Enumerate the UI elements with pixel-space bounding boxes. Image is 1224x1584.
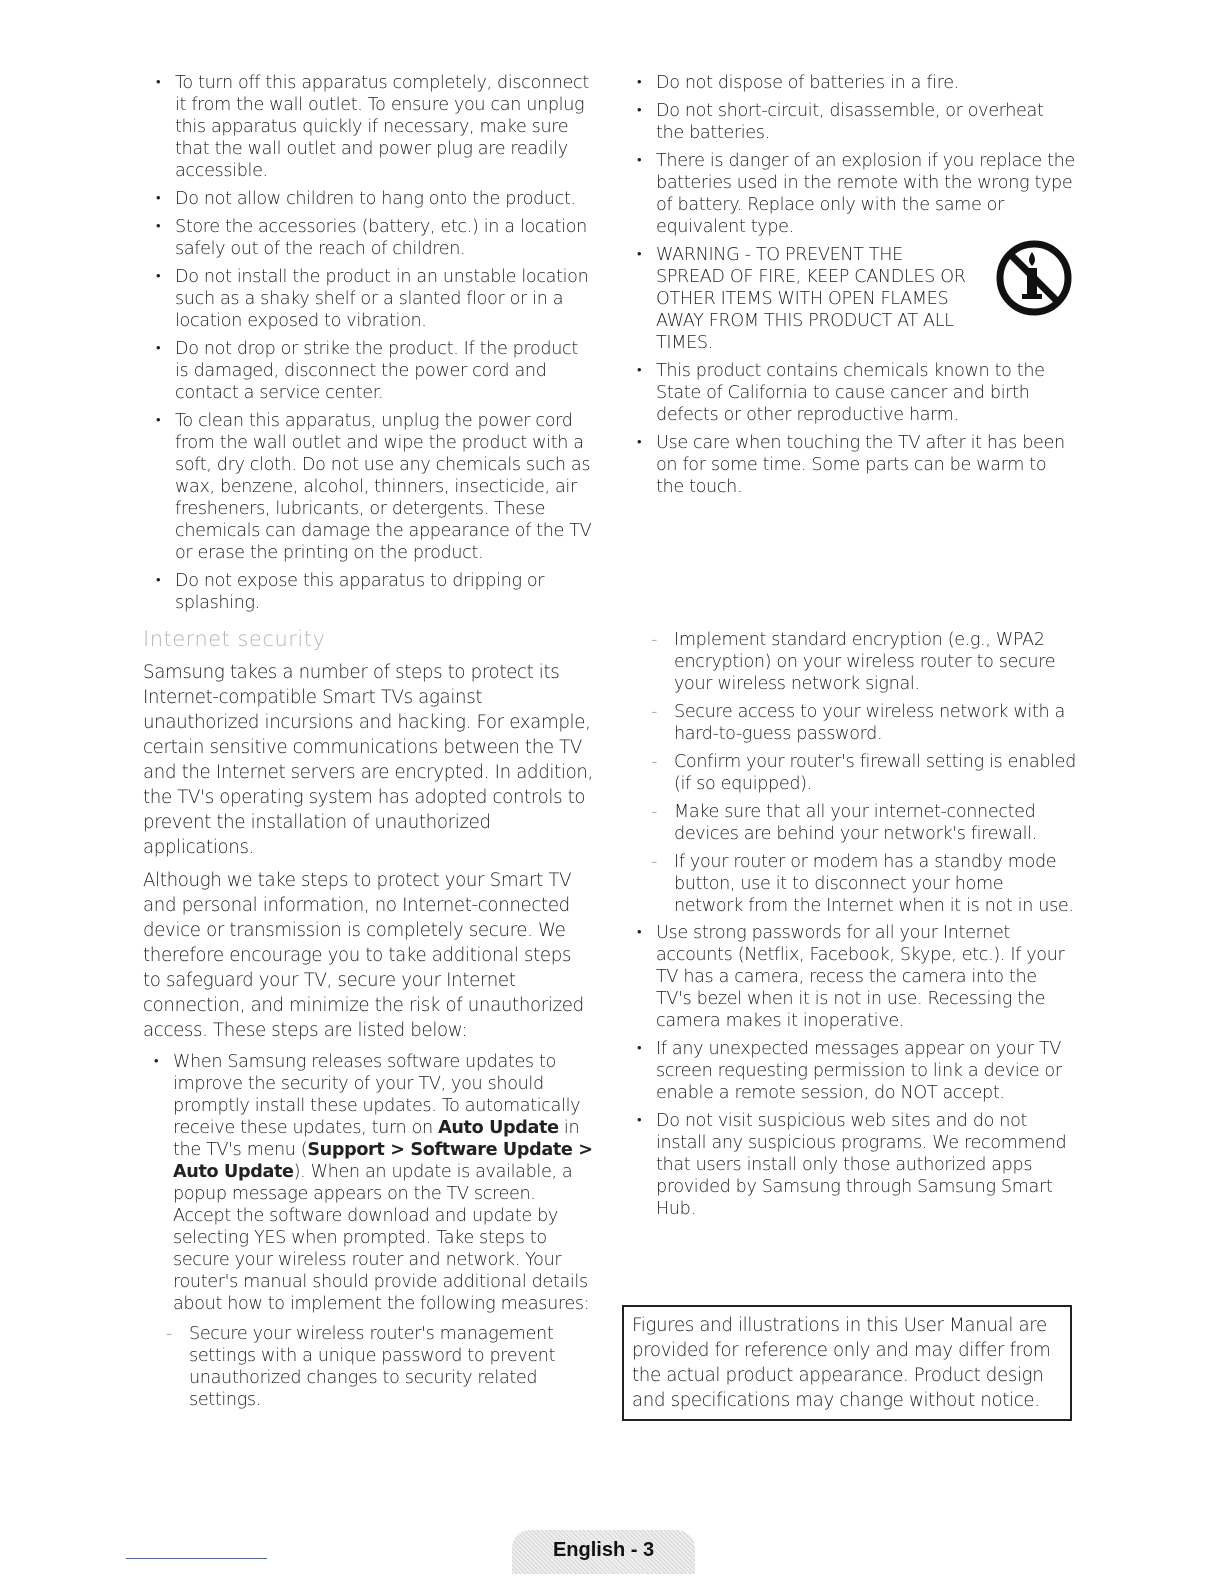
left-top-section [145, 72, 593, 620]
bullet-item: • To turn off this apparatus completely, disconnect it from the wall outlet. To ensure you can unplug this apparatus quickly if necessary, make sure that the wall outlet and power plug are readily accessible. [145, 72, 593, 182]
warning-bullet [626, 244, 1076, 354]
right-top-bullet-list [626, 72, 1076, 498]
dash-item: - Confirm your router's firewall setting is enabled (if so equipped). [644, 751, 1076, 795]
menu-separator: > [572, 1140, 593, 1160]
bullet-item: • To clean this apparatus, unplug the power cord from the wall outlet and wipe the product with a soft, dry cloth. Do not use any chemicals such as wax, benzene, alcohol, thinners, insecticide, air fresheners, lubricants, or detergents. These chemicals can damage the appearance of the TV or erase the printing on the product. [145, 410, 593, 564]
bullet-item: • Do not dispose of batteries in a fire. [626, 72, 1076, 94]
right-security-dash-section [644, 629, 1076, 923]
bullet-item: • Store the accessories (battery, etc.) in a location safely out of the reach of children. [145, 216, 593, 260]
menu-term: Auto Update [438, 1118, 559, 1138]
disclaimer-note-box: Figures and illustrations in this User Manual are provided for reference only and may differ from the actual product appearance. Product design and specifications may change without notice. [622, 1305, 1072, 1421]
bullet-item: • Do not allow children to hang onto the product. [145, 188, 593, 210]
bullet-item: • Do not visit suspicious web sites and do not install any suspicious programs. We recommend that users install only those authorized apps provided by Samsung through Samsung Smart Hub. [626, 1110, 1076, 1220]
text-run: When Samsung releases software updates to improve the security of your TV, you should promptly install these updates. To automatically receive these updates, turn on [173, 1052, 581, 1138]
right-top-section [626, 72, 1076, 504]
bullet-item: • Use care when touching the TV after it has been on for some time. Some parts can be warm to the touch. [626, 432, 1076, 498]
bullet-item: • There is danger of an explosion if you replace the batteries used in the remote with the wrong type of battery. Replace only with the same or equivalent type. [626, 150, 1076, 238]
page-number-badge: English - 3 [512, 1530, 695, 1574]
bullet-item: • Do not install the product in an unstable location such as a shaky shelf or a slanted floor or in a location exposed to vibration. [145, 266, 593, 332]
text-run: in the TV's menu ( [173, 1118, 580, 1160]
bullet-item: • Do not expose this apparatus to dripping or splashing. [145, 570, 593, 614]
dash-item: - Secure access to your wireless network with a hard-to-guess password. [644, 701, 1076, 745]
menu-separator: > [384, 1140, 411, 1160]
left-top-bullet-list [145, 72, 593, 614]
section-heading: Internet security [143, 627, 326, 651]
warning-text: • WARNING - TO PREVENT THE SPREAD OF FIRE, KEEP CANDLES OR OTHER ITEMS WITH OPEN FLAMES AWAY FROM THIS PRODUCT AT ALL TIMES. [656, 245, 966, 353]
right-security-bullet-section [626, 922, 1076, 1226]
bullet-item: • Use strong passwords for all your Internet accounts (Netflix, Facebook, Skype, etc.). If your TV has a camera, recess the camera into the TV's bezel when it is not in use. Recessing the camera makes it inoperative. [626, 922, 1076, 1032]
dash-item: - Implement standard encryption (e.g., WPA2 encryption) on your wireless router to secure your wireless network signal. [644, 629, 1076, 695]
bullet-item: • This product contains chemicals known to the State of California to cause cancer and birth defects or other reproductive harm. [626, 360, 1076, 426]
dash-item: - Secure your wireless router's management settings with a unique password to prevent unauthorized changes to security related settings. [159, 1323, 593, 1411]
footer-rule [126, 1558, 267, 1559]
text-run: ). When an update is available, a popup message appears on the TV screen. Accept the software download and update by selecting YES when prompted. Take steps to secure your wireless router and network. Your router's manual should provide additional details about how to implement the following measures: [173, 1162, 590, 1314]
paragraph: Samsung takes a number of steps to protect its Internet-compatible Smart TVs against unauthorized incursions and hacking. For example, certain sensitive communications between the TV and the Internet servers are encrypted. In addition, the TV's operating system has adopted controls to prevent the installation of unauthorized applications. [143, 662, 593, 858]
update-bullet-list [143, 1051, 593, 1315]
bullet-item: • If any unexpected messages appear on your TV screen requesting permission to link a device or enable a remote session, do NOT accept. [626, 1038, 1076, 1104]
dash-item: - Make sure that all your internet-connected devices are behind your network's firewall. [644, 801, 1076, 845]
update-bullet [143, 1051, 593, 1315]
paragraph: Although we take steps to protect your Smart TV and personal information, no Internet-connected device or transmission is completely secure. We therefore encourage you to take additional steps to safeguard your TV, secure your Internet connection, and minimize the risk of unauthorized access. These steps are listed below: [143, 870, 584, 1041]
dash-item: - If your router or modem has a standby mode button, use it to disconnect your home network from the Internet when it is not in use. [644, 851, 1076, 917]
menu-term: Support [307, 1140, 385, 1160]
no-open-flame-icon [994, 238, 1074, 324]
right-security-bullet-list [626, 922, 1076, 1220]
menu-term: Auto Update [173, 1162, 294, 1182]
internet-security-section [143, 628, 593, 1417]
left-dash-list [159, 1323, 593, 1411]
bullet-item: • Do not drop or strike the product. If the product is damaged, disconnect the power cord and contact a service center. [145, 338, 593, 404]
bullet-item: • Do not short-circuit, disassemble, or overheat the batteries. [626, 100, 1076, 144]
menu-term: Software Update [410, 1140, 573, 1160]
right-dash-list [644, 629, 1076, 917]
